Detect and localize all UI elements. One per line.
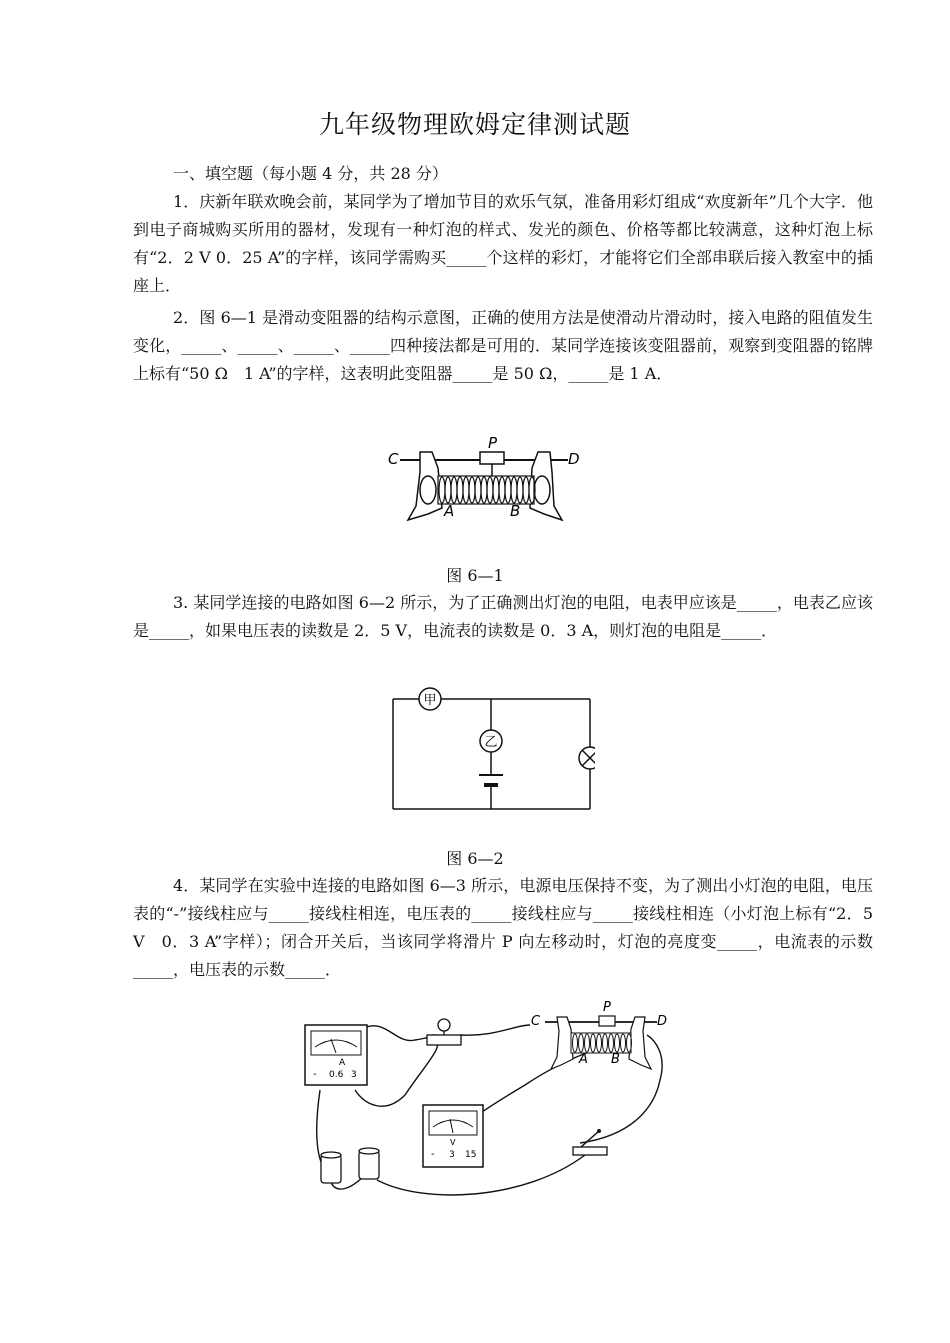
battery-cells bbox=[321, 1148, 379, 1183]
section-heading: 一、填空题（每小题 4 分，共 28 分） bbox=[173, 164, 448, 183]
ammeter-minus: - bbox=[313, 1069, 317, 1080]
figure-6-2-circuit bbox=[385, 685, 595, 815]
rheostat bbox=[531, 1000, 667, 1069]
page-title: 九年级物理欧姆定律测试题 bbox=[318, 110, 631, 139]
figure-6-2-caption: 图 6—2 bbox=[446, 849, 504, 868]
switch bbox=[573, 1129, 607, 1155]
label-D: D bbox=[568, 450, 580, 468]
fig3-label-B: B bbox=[611, 1052, 620, 1067]
voltmeter bbox=[423, 1105, 483, 1167]
meter-jia-label: 甲 bbox=[423, 693, 437, 708]
ammeter-terminal-06: 0.6 bbox=[329, 1070, 344, 1080]
lamp-icon bbox=[579, 747, 595, 769]
voltmeter-unit: V bbox=[450, 1138, 456, 1147]
meter-yi-label: 乙 bbox=[484, 735, 498, 750]
fig3-label-C: C bbox=[531, 1014, 541, 1029]
fig3-label-P: P bbox=[603, 1000, 611, 1015]
figure-6-1-caption: 图 6—1 bbox=[446, 566, 504, 585]
ammeter bbox=[305, 1025, 367, 1085]
slider-P bbox=[480, 452, 504, 464]
lamp-holder bbox=[427, 1019, 461, 1045]
label-B: B bbox=[510, 502, 521, 520]
fig3-label-D: D bbox=[657, 1014, 668, 1029]
question-2: 2．图 6—1 是滑动变阻器的结构示意图，正确的使用方法是使滑动片滑动时，接入电路的阻值发生变化，_____、_____、_____、_____四种接法都是可用的．某同学连接该变阻器前，观察到变阻器的铭牌上标有“50 Ω 1 A”的字样，这表明此变阻器_____是 50 Ω，_____是 1 A． bbox=[133, 308, 873, 383]
question-1: 1．庆新年联欢晚会前，某同学为了增加节目的欢乐气氛，准备用彩灯组成“欢度新年”几个大字．他到电子商城购买所用的器材，发现有一种灯泡的样式、发光的颜色、价格等都比较满意，这种灯泡上标有“2．2 V 0．25 A”的字样，该同学需购买_____个这样的彩灯，才能将它们全部串联后接入教室中的插座上． bbox=[133, 192, 873, 295]
voltmeter-terminal-3: 3 bbox=[449, 1150, 455, 1160]
fig3-label-A: A bbox=[579, 1052, 588, 1067]
question-3: 3. 某同学连接的电路如图 6—2 所示，为了正确测出灯泡的电阻，电表甲应该是_____，电表乙应该是_____，如果电压表的读数是 2．5 V，电流表的读数是 0．3 A，则灯泡的电阻是_____． bbox=[133, 593, 873, 640]
question-4: 4．某同学在实验中连接的电路如图 6—3 所示，电源电压保持不变，为了测出小灯泡的电阻，电压表的“-”接线柱应与_____接线柱相连，电压表的_____接线柱应与_____接线柱相连（小灯泡上标有“2．5 V 0．3 A”字样）；闭合开关后，当该同学将滑片 P 向左移动时，灯泡的亮度变_____，电流表的示数_____，电压表的示数_____． bbox=[133, 876, 873, 979]
label-P: P bbox=[488, 434, 498, 452]
voltmeter-minus: - bbox=[431, 1149, 435, 1160]
label-A: A bbox=[444, 502, 455, 520]
voltmeter-terminal-15: 15 bbox=[465, 1150, 477, 1160]
figure-6-3-circuit bbox=[295, 995, 685, 1205]
resistance-coil bbox=[438, 476, 535, 504]
label-C: C bbox=[388, 450, 399, 468]
ammeter-unit: A bbox=[339, 1058, 346, 1068]
figure-6-1-rheostat bbox=[380, 428, 590, 528]
ammeter-terminal-3: 3 bbox=[351, 1070, 357, 1080]
